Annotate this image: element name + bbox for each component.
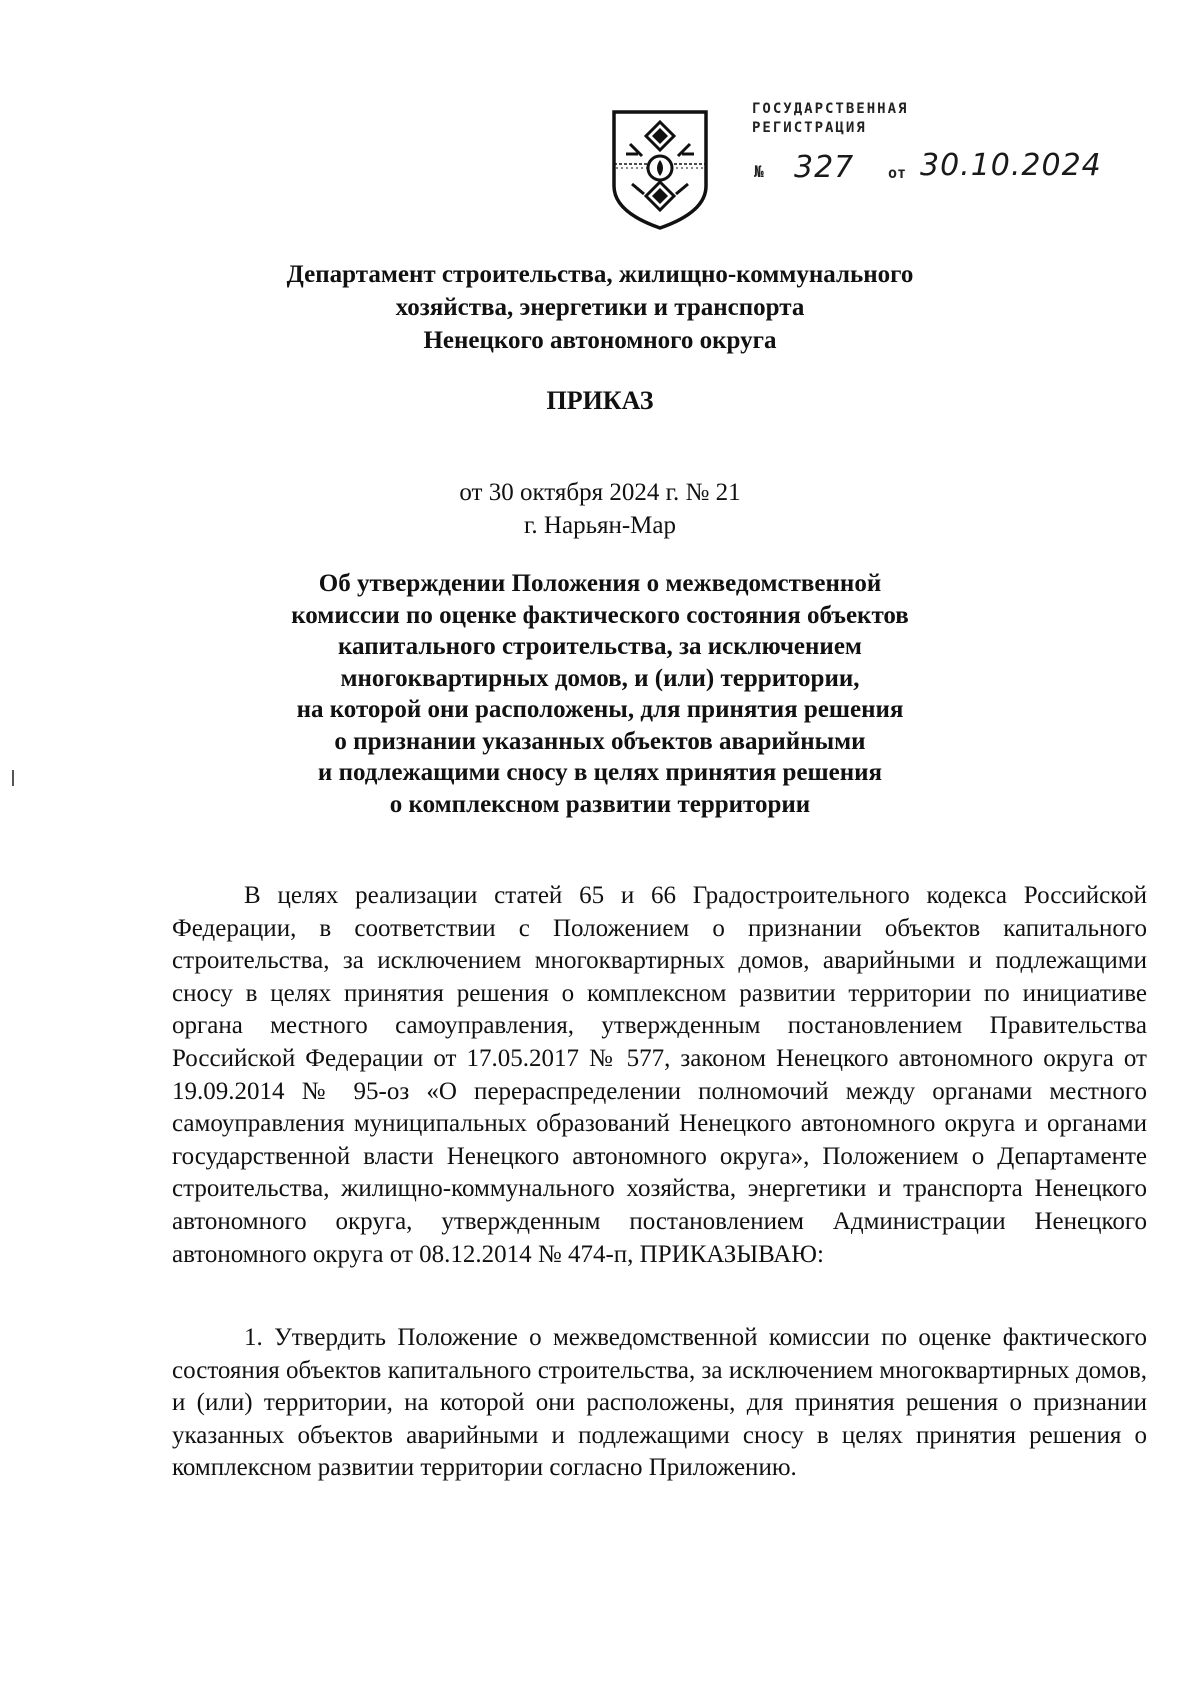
order-subject [0, 568, 1200, 820]
registration-number-row [752, 148, 1112, 192]
registration-title-line1: ГОСУДАРСТВЕННАЯ [752, 101, 909, 117]
order-date-number: от 30 октября 2024 г. № 21 [459, 479, 741, 506]
preamble-paragraph [172, 880, 1147, 1271]
subject-line: о признании указанных объектов аварийными [334, 727, 866, 755]
registration-number-value: 327 [794, 150, 855, 185]
order-date-block [0, 476, 1200, 542]
registration-stamp [752, 100, 1112, 200]
document-type: ПРИКАЗ [546, 386, 654, 415]
order-city: г. Нарьян-Мар [523, 512, 676, 539]
subject-line: о комплексном развитии территории [389, 790, 811, 818]
subject-line: многоквартирных домов, и (или) территории, [340, 664, 860, 692]
subject-line: комиссии по оценке фактического состояния объектов [291, 601, 909, 629]
registration-number-label: № [754, 162, 764, 181]
subject-line: и подлежащими сносу в целях принятия решения [317, 759, 883, 786]
preamble-text: В целях реализации статей 65 и 66 Градостроительного кодекса Российской Федерации, в соответствии с Положением о признании объектов капитального строительства, за исключением многоквартирных домов, аварийными и подлежащими сносу в целях принятия решения о комплексном развитии территории по инициативе органа местного самоуправления, утвержденным постановлением Правительства Российской Федерации от 17.05.2017 № 577, законом Ненецкого автономного округа от 19.09.2014 № 95-оз «О перераспределении полномочий между органами местного самоуправления муниципальных образований Ненецкого автономного округа и органами государственной власти Ненецкого автономного округа», Положением о Департаменте строительства, жилищно-коммунального хозяйства, энергетики и транспорта Ненецкого автономного округа, утвержденным постановлением Администрации Ненецкого автономного округа от 08.12.2014 № 474-п, ПРИКАЗЫВАЮ: [172, 882, 1147, 1268]
department-line: Департамент строительства, жилищно-коммунального [286, 261, 914, 288]
registration-date-value: 30.10.2024 [920, 148, 1102, 183]
order-item-1-text: 1. Утвердить Положение о межведомственной комиссии по оценке фактического состояния объектов капитального строительства, за исключением многоквартирных домов, и (или) территории, на которой они расположены, для принятия решения о признании указанных объектов аварийными и подлежащими сносу в целях принятия решения о комплексном развитии территории согласно Приложению. [172, 1324, 1147, 1482]
coat-of-arms-icon [608, 108, 712, 232]
registration-title-line2: РЕГИСТРАЦИЯ [752, 120, 867, 136]
department-line: Ненецкого автономного округа [423, 327, 777, 354]
subject-line: капитального строительства, за исключением [338, 633, 862, 660]
department-name [0, 258, 1200, 357]
order-item-1 [172, 1322, 1147, 1485]
subject-line: Об утверждении Положения о межведомственной [318, 570, 882, 597]
subject-line: на которой они расположены, для принятия решения [296, 696, 904, 723]
registration-date-label: от [888, 164, 907, 182]
scan-mark [12, 770, 14, 786]
department-line: хозяйства, энергетики и транспорта [395, 294, 805, 321]
